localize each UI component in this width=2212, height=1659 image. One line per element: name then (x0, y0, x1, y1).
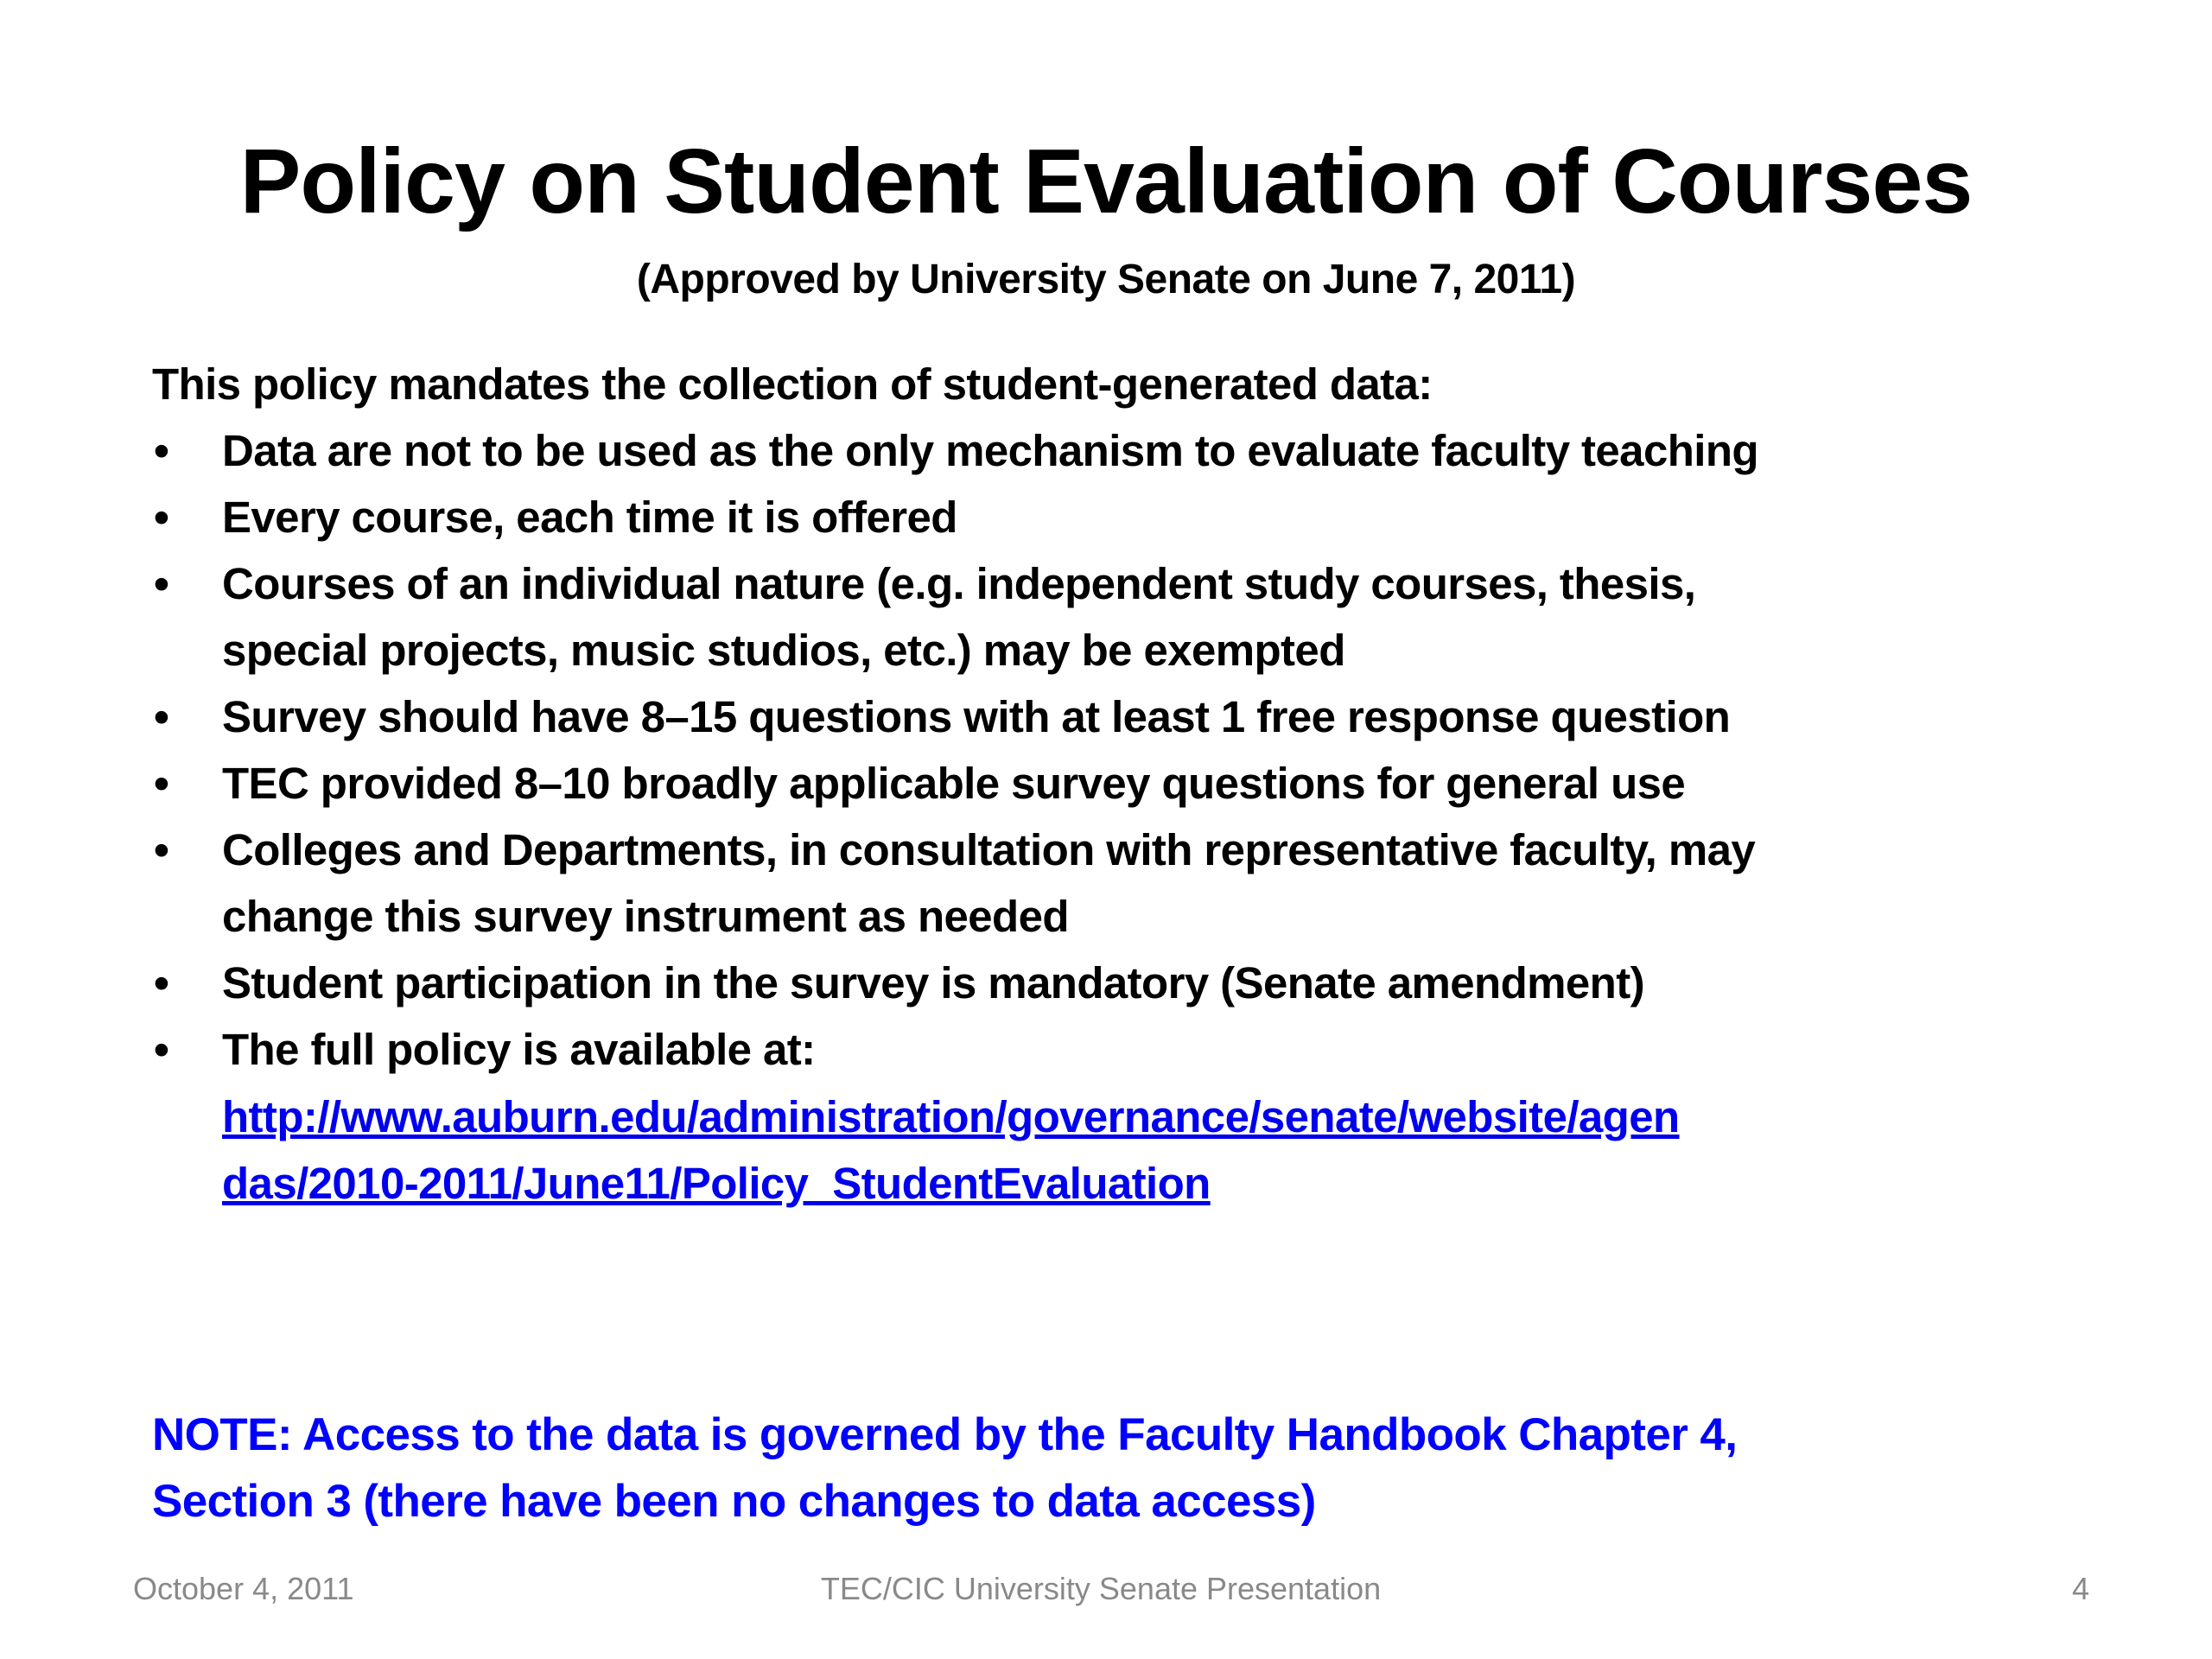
policy-link-line-1[interactable]: http://www.auburn.edu/administration/governance/senate/website/agen (222, 1092, 1680, 1141)
bullet-icon: • (154, 958, 169, 1007)
bullet-item-text: The full policy is available at: (222, 1025, 816, 1074)
policy-link-line-2[interactable]: das/2010-2011/June11/Policy_StudentEvaluation (222, 1159, 1211, 1208)
bullet-icon: • (154, 692, 169, 741)
bullet-icon: • (154, 426, 169, 475)
intro-text: This policy mandates the collection of student-generated data: (152, 359, 1433, 409)
bullet-item-text: TEC provided 8–10 broadly applicable survey questions for general use (222, 759, 1686, 808)
bullet-icon: • (154, 559, 169, 608)
slide-subtitle: (Approved by University Senate on June 7, 2011) (636, 257, 1576, 302)
footer-page-number: 4 (2071, 1571, 2089, 1606)
bullet-item-text: Student participation in the survey is mandatory (Senate amendment) (222, 958, 1644, 1007)
bullet-item-text: Survey should have 8–15 questions with at least 1 free response question (222, 692, 1731, 741)
footer-date: October 4, 2011 (133, 1571, 354, 1606)
bullet-item-text: Data are not to be used as the only mechanism to evaluate faculty teaching (222, 426, 1758, 475)
bullet-icon: • (154, 759, 169, 808)
slide-title: Policy on Student Evaluation of Courses (239, 130, 1973, 232)
bullet-icon: • (154, 493, 169, 542)
bullet-icon: • (154, 825, 169, 874)
footer-title: TEC/CIC University Senate Presentation (820, 1571, 1382, 1606)
bullet-icon: • (154, 1025, 169, 1074)
note-line-2: Section 3 (there have been no changes to data access) (152, 1476, 1316, 1527)
bullet-item-text: change this survey instrument as needed (222, 892, 1069, 941)
bullet-item-text: special projects, music studios, etc.) may be exempted (222, 626, 1345, 675)
bullet-item-text: Every course, each time it is offered (222, 493, 957, 542)
bullet-item-text: Colleges and Departments, in consultation with representative faculty, may (222, 825, 1756, 874)
bullet-item-text: Courses of an individual nature (e.g. independent study courses, thesis, (222, 559, 1696, 608)
note-line-1: NOTE: Access to the data is governed by the Faculty Handbook Chapter 4, (152, 1409, 1738, 1460)
